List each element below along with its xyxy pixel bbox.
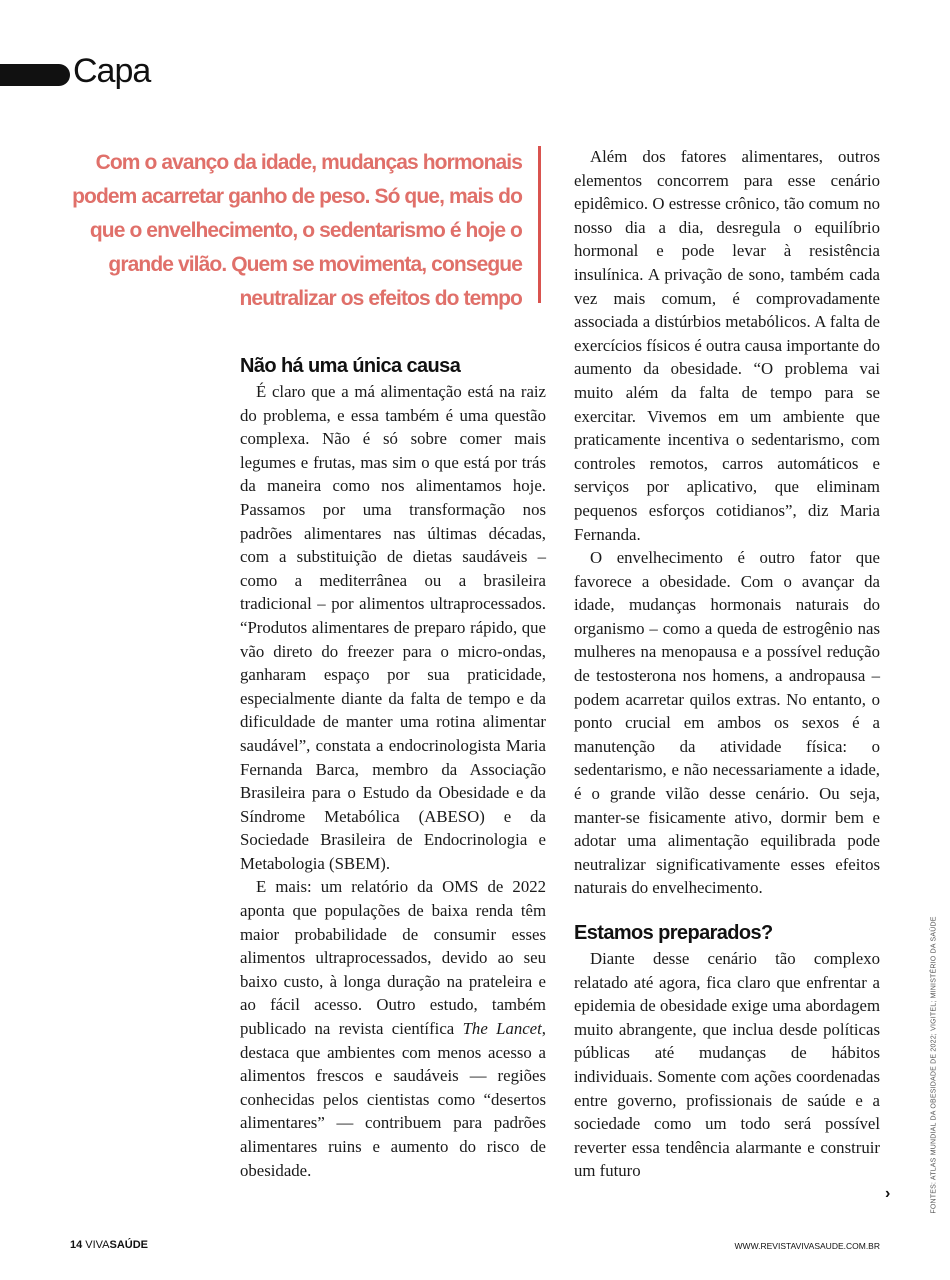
footer-website: WWW.REVISTAVIVASAUDE.COM.BR [734,1241,880,1251]
pull-quote-rule [538,146,541,303]
paragraph-2 [240,875,546,1182]
magazine-brand-bold: SAÚDE [109,1239,149,1251]
paragraph-5: Diante desse cenário tão complexo relatado até agora, fica claro que enfrentar a epidemia de obesidade exige uma abordagem muito abrangente, que inclua desde políticas públicas até mudanças de hábitos individuais. Somente com ações coordenadas entre governo, profissionais de saúde e a sociedade como um todo será possível reverter essa tendência alarmante e construir um futuro [574,949,880,1181]
paragraph-4: O envelhecimento é outro fator que favorece a obesidade. Com o avançar da idade, mudanças hormonais naturais do organismo – como a queda de estrogênio nas mulheres na menopausa e a possível redução de testosterona nos homens, a andropausa – podem acarretar quilos extras. No entanto, o ponto crucial em ambos os sexos é a manutenção da atividade física: o sedentarismo, e não necessariamente a idade, é o grande vilão desse cenário. Ou seja, manter-se fisicamente ativo, dormir bem e adotar uma alimentação equilibrada pode neutralizar significativamente esses efeitos naturais do envelhecimento. [574,548,880,898]
article-column-2 [574,145,880,1183]
subheading-no-single-cause: Não há uma única causa [240,355,461,377]
magazine-brand-light: VIVA [85,1239,110,1251]
pull-quote: Com o avanço da idade, mudanças hormonais podem acarretar ganho de peso. Só que, mais do que o envelhecimento, o sedentarismo é hoje o grande vilão. Quem se movimenta, consegue neutralizar os efeitos do tempo [72,151,522,310]
paragraph-1: É claro que a má alimentação está na raiz do problema, e essa também é uma questão complexa. Não é só sobre comer mais legumes e frutas, mas sim o que está por trás da maneira como nos alimentamos hoje. Passamos por uma transformação nos padrões alimentares nas últimas décadas, com a substituição de dietas saudáveis – como a mediterrânea ou a brasileira tradicional – por alimentos ultraprocessados. “Produtos alimentares de preparo rápido, que vão direto do freezer para o micro-ondas, ganharam espaço por sua praticidade, especialmente diante da falta de tempo e da dificuldade de manter uma rotina alimentar saudável”, constata a endocrinologista Maria Fernanda Barca, membro da Associação Brasileira para o Estudo da Obesidade e da Síndrome Metabólica (ABESO) e da Sociedade Brasileira de Endocrinologia e Metabologia (SBEM). [240,382,546,873]
section-marker-bar [0,64,70,86]
paragraph-2-start: E mais: um relatório da OMS de 2022 aponta que populações de baixa renda têm maior probabilidade de consumir esses alimentos ultraprocessados, devido ao seu baixo custo, à longa duração na prateleira e ao fácil acesso. Outro estudo, também publicado na revista científica [240,877,546,1039]
subheading-are-we-prepared: Estamos preparados? [574,922,773,944]
section-title: Capa [73,52,151,90]
continue-arrow-icon: › [885,1185,891,1202]
paragraph-3: Além dos fatores alimentares, outros elementos concorrem para esse cenário epidêmico. O estresse crônico, tão comum no nosso dia a dia, desregula o equilíbrio hormonal e pode levar à resistência insulínica. A privação de sono, também cada vez mais comum, é comprovadamente associada a distúrbios metabólicos. A falta de exercícios físicos é outra causa importante do aumento da obesidade. “O problema vai muito além da falta de tempo para se exercitar. Vivemos em um ambiente que praticamente incentiva o sedentarismo, com controles remotos, carros automáticos e serviços por aplicativo, que eliminam pequenos esforços cotidianos”, diz Maria Fernanda. [574,147,880,544]
article-column-1 [240,352,546,1182]
journal-name: The Lancet [462,1019,542,1039]
paragraph-2-end: , destaca que ambientes com menos acesso a alimentos frescos e saudáveis — regiões conhecidas pelos cientistas como “desertos alimentares” — contribuem para padrões alimentares ruins e aumento do risco de obesidade. [240,1019,546,1180]
sources-credit: FONTES: ATLAS MUNDIAL DA OBESIDADE DE 2022; VIGITEL; MINISTÉRIO DA SAÚDE [930,916,938,1214]
footer-folio [70,1239,148,1251]
page-number: 14 [70,1239,83,1251]
